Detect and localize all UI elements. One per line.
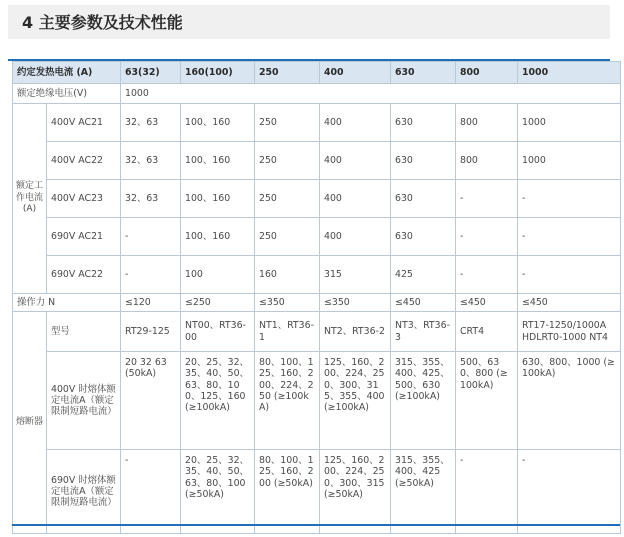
section-title-bar	[8, 5, 610, 39]
value-cell: 315、355、400、425 (≥50kA)	[391, 450, 456, 534]
table-row	[13, 142, 621, 180]
value-cell: 400	[320, 142, 391, 180]
value-cell: 315、355、400、425、500、630 (≥100kA)	[391, 352, 456, 450]
value-cell: 250	[255, 104, 320, 142]
value-cell: 100、160	[181, 180, 255, 218]
value-cell: -	[121, 450, 181, 534]
value-cell: 125、160、200、224、250、300、315、355、400 (≥100kA)	[320, 352, 391, 450]
value-cell: ≤450	[518, 294, 621, 312]
category-cell: 690V AC22	[47, 256, 121, 294]
insulation-row	[13, 84, 621, 104]
header-row	[13, 62, 621, 84]
insulation-label: 额定绝缘电压(V)	[13, 84, 121, 104]
value-cell: 425	[391, 256, 456, 294]
value-cell: ≤120	[121, 294, 181, 312]
value-cell: NT3、RT36-3	[391, 312, 456, 352]
value-cell: ≤350	[320, 294, 391, 312]
value-cell: 1000	[518, 104, 621, 142]
value-cell: NT00、RT36-00	[181, 312, 255, 352]
value-cell: 80、100、125、160、200 (≥50kA)	[255, 450, 320, 534]
table-row	[13, 180, 621, 218]
value-cell: 250	[255, 180, 320, 218]
value-cell: ≤350	[255, 294, 320, 312]
value-cell: 100、160	[181, 218, 255, 256]
value-cell: -	[456, 256, 518, 294]
value-cell: 400	[320, 104, 391, 142]
value-cell: ≤450	[391, 294, 456, 312]
header-cell: 约定发热电流 (A)	[13, 62, 121, 84]
value-cell: 160	[255, 256, 320, 294]
category-cell: 400V AC21	[47, 104, 121, 142]
value-cell: 32、63	[121, 180, 181, 218]
fuse-label: 熔断器	[13, 312, 47, 534]
fuse-400v-label: 400V 时熔体额定电流A（额定限制短路电流）	[47, 352, 121, 450]
header-cell: 400	[320, 62, 391, 84]
value-cell: 500、630、800 (≥100kA)	[456, 352, 518, 450]
header-cell: 630	[391, 62, 456, 84]
value-cell: 630、800、1000 (≥100kA)	[518, 352, 621, 450]
table-bottom-rule	[12, 524, 620, 526]
value-cell: 250	[255, 142, 320, 180]
table-row	[13, 218, 621, 256]
value-cell: 32、63	[121, 142, 181, 180]
value-cell: CRT4	[456, 312, 518, 352]
value-cell: NT2、RT36-2	[320, 312, 391, 352]
section-title: 4 主要参数及技术性能	[22, 13, 183, 32]
header-cell: 63(32)	[121, 62, 181, 84]
category-cell: 690V AC21	[47, 218, 121, 256]
fuse-400v-row	[13, 352, 621, 450]
category-cell: 400V AC22	[47, 142, 121, 180]
value-cell: 630	[391, 142, 456, 180]
header-cell: 1000	[518, 62, 621, 84]
operating-force-label: 操作力 N	[13, 294, 121, 312]
value-cell: 100、160	[181, 142, 255, 180]
header-cell: 250	[255, 62, 320, 84]
value-cell: 20 32 63 (50kA)	[121, 352, 181, 450]
value-cell: 400	[320, 180, 391, 218]
operating-force-row	[13, 294, 621, 312]
value-cell: 80、100、125、160、200、224、250 (≥100kA)	[255, 352, 320, 450]
value-cell: 630	[391, 104, 456, 142]
table-row	[13, 256, 621, 294]
value-cell: ≤450	[456, 294, 518, 312]
value-cell: 800	[456, 142, 518, 180]
value-cell: 800	[456, 104, 518, 142]
value-cell: 20、25、32、35、40、50、63、80、100 (≥50kA)	[181, 450, 255, 534]
fuse-690v-label: 690V 时熔体额定电流A（额定限制短路电流）	[47, 450, 121, 534]
table-row	[13, 104, 621, 142]
value-cell: 32、63	[121, 104, 181, 142]
value-cell: 100、160	[181, 104, 255, 142]
value-cell: 630	[391, 218, 456, 256]
value-cell: -	[518, 256, 621, 294]
category-cell: 400V AC23	[47, 180, 121, 218]
value-cell: RT29-125	[121, 312, 181, 352]
value-cell: 125、160、200、224、250、300、315(≥50kA)	[320, 450, 391, 534]
value-cell: 400	[320, 218, 391, 256]
value-cell: -	[518, 180, 621, 218]
insulation-value: 1000	[121, 84, 621, 104]
value-cell: 250	[255, 218, 320, 256]
value-cell: 315	[320, 256, 391, 294]
value-cell: -	[456, 218, 518, 256]
value-cell: -	[518, 218, 621, 256]
fuse-type-label: 型号	[47, 312, 121, 352]
value-cell: -	[518, 450, 621, 534]
header-cell: 160(100)	[181, 62, 255, 84]
value-cell: -	[121, 256, 181, 294]
value-cell: 630	[391, 180, 456, 218]
working-current-label: 额定工作电流(A)	[13, 104, 47, 294]
value-cell: 20、25、32、35、40、50、63、80、100、125、160 (≥100kA)	[181, 352, 255, 450]
header-cell: 800	[456, 62, 518, 84]
value-cell: RT17-1250/1000A HDLRT0-1000 NT4	[518, 312, 621, 352]
value-cell: ≤250	[181, 294, 255, 312]
value-cell: -	[456, 180, 518, 218]
value-cell: 100	[181, 256, 255, 294]
parameters-table	[12, 61, 621, 534]
value-cell: 1000	[518, 142, 621, 180]
value-cell: -	[121, 218, 181, 256]
fuse-type-row	[13, 312, 621, 352]
value-cell: NT1、RT36-1	[255, 312, 320, 352]
value-cell: -	[456, 450, 518, 534]
fuse-690v-row	[13, 450, 621, 534]
